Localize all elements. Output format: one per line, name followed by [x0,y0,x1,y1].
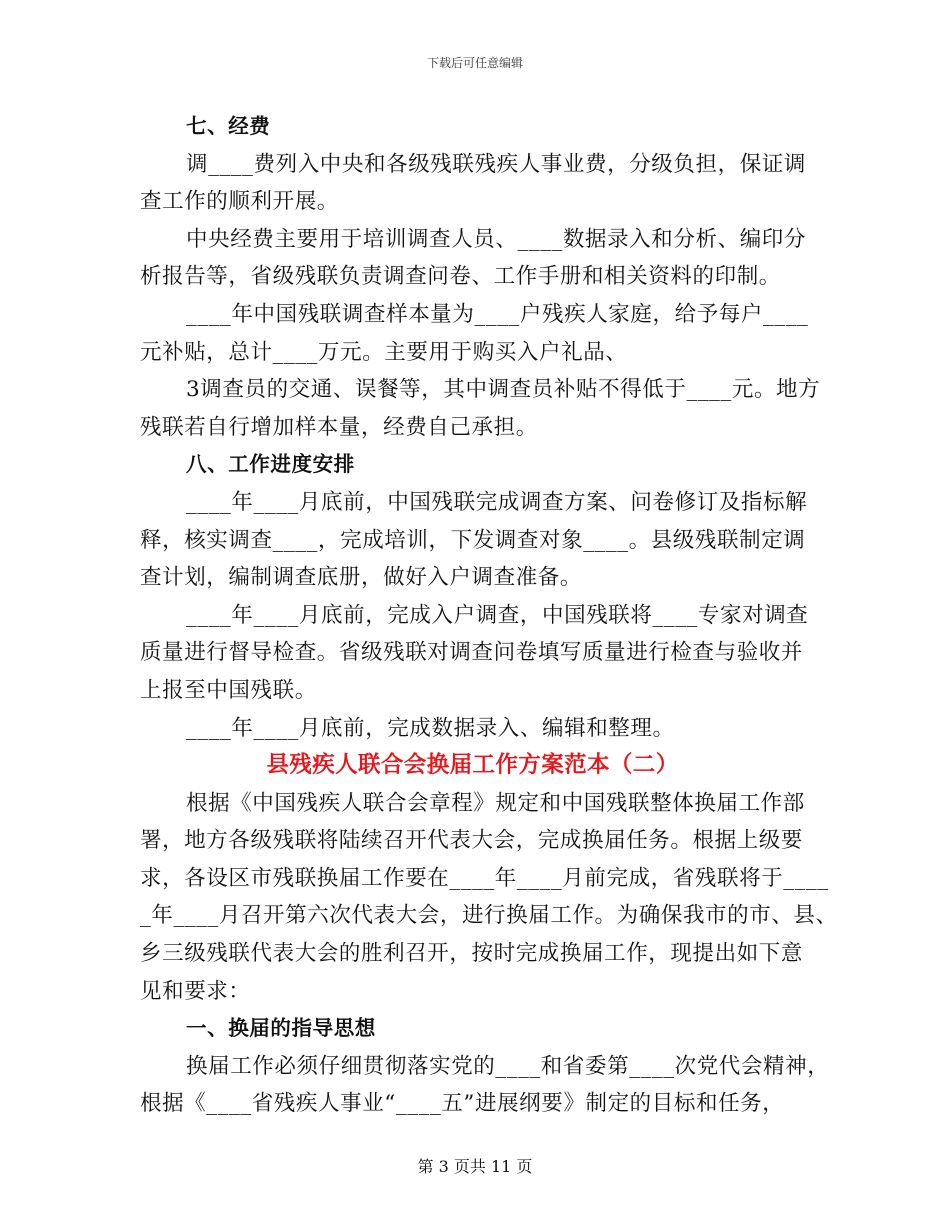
paragraph-line: 换届工作必须仔细贯彻落实党的____和省委第____次党代会精神， [186,1053,830,1079]
paragraph-line: _年____月召开第六次代表大会，进行换届工作。为确保我市的市、县、 [140,903,838,929]
paragraph-line: 求，各设区市残联换届工作要在____年____月前完成，省残联将于____ [140,865,829,891]
paragraph-line: ____年____月底前，完成入户调查，中国残联将____专家对调查 [186,602,809,628]
paragraph-line: 乡三级残联代表大会的胜利召开，按时完成换届工作，现提出如下意 [140,941,804,967]
paragraph-line: 3调查员的交通、误餐等，其中调查员补贴不得低于____元。地方 [186,377,821,403]
paragraph-line: 查工作的顺利开展。 [140,189,339,215]
paragraph-line: 释，核实调查____，完成培训，下发调查对象____。县级残联制定调 [140,527,806,553]
paragraph-line: 残联若自行增加样本量，经费自己承担。 [140,414,538,440]
section-heading: 八、工作进度安排 [186,452,355,477]
paragraph-line: 见和要求： [140,978,251,1004]
paragraph-line: 根据《中国残疾人联合会章程》规定和中国残联整体换届工作部 [186,790,805,816]
paragraph-line: 调____费列入中央和各级残联残疾人事业费，分级负担，保证调 [186,151,807,177]
paragraph-line: 中央经费主要用于培训调查人员、____数据录入和分析、编印分 [186,226,807,252]
paragraph-line: ____年____月底前，完成数据录入、编辑和整理。 [186,715,675,741]
document-body [140,108,838,1123]
paragraph-line: 析报告等，省级残联负责调查问卷、工作手册和相关资料的印制。 [140,264,781,290]
section-heading: 一、换届的指导思想 [186,1016,376,1041]
paragraph-line: ____年____月底前，中国残联完成调查方案、问卷修订及指标解 [186,489,808,515]
paragraph-line: 根据《____省残疾人事业“____五”进展纲要》制定的目标和任务， [140,1091,785,1117]
paragraph-line: 查计划，编制调查底册，做好入户调查准备。 [140,565,583,591]
paragraph-line: 质量进行督导检查。省级残联对调查问卷填写质量进行检查与验收并 [140,640,804,666]
paragraph-line: 署，地方各级残联将陆续召开代表大会，完成换届任务。根据上级要 [140,828,804,854]
document-title: 县残疾人联合会换届工作方案范本（二） [266,752,679,779]
paragraph-line: 上报至中国残联。 [140,677,317,703]
page-number: 第 3 页共 11 页 [417,1157,533,1176]
section-heading: 七、经费 [186,114,271,138]
header-note: 下载后可任意编辑 [426,56,523,70]
paragraph-line: 元补贴，总计____万元。主要用于购买入户礼品、 [140,339,628,365]
paragraph-line: ____年中国残联调查样本量为____户残疾人家庭，给予每户____ [186,301,809,327]
